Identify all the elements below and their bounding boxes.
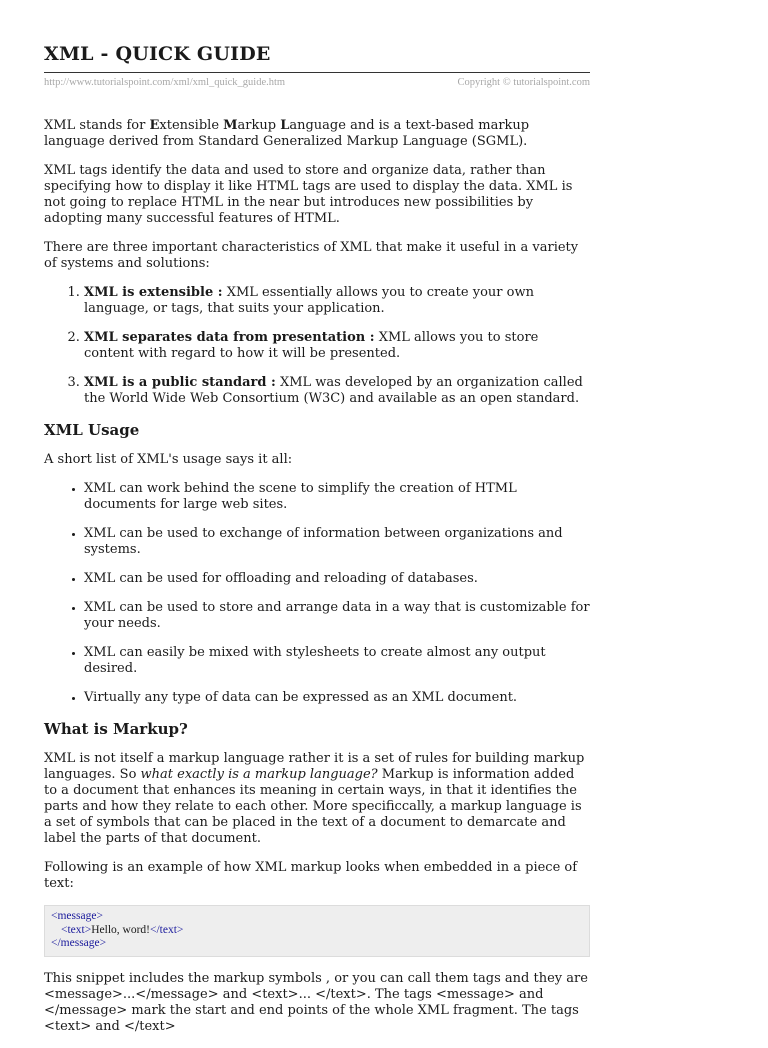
list-item: 3. XML is a public standard : XML was developed by an organization called the World Wide Web Consortium (W3C) and available as an open standard. — [84, 375, 590, 407]
list-item: • XML can work behind the scene to simplify the creation of HTML documents for large web sites. — [84, 481, 590, 513]
usage-list — [44, 481, 590, 706]
list-item: • Virtually any type of data can be expressed as an XML document. — [84, 690, 590, 706]
markup-paragraph-3: This snippet includes the markup symbols , or you can call them tags and they are <message>...</message> and <text>... </text>. The tags <message> and </message> mark the start and end points of the whole XML fragment. The tags <text> and </text> — [44, 970, 588, 1034]
usage-intro: A short list of XML's usage says it all: — [44, 452, 293, 467]
intro-paragraph-3: There are three important characteristics of XML that make it useful in a variety of systems and solutions: — [44, 240, 579, 271]
characteristics-list — [44, 285, 590, 407]
copyright-notice: Copyright © tutorialspoint.com — [457, 77, 590, 88]
document-page — [44, 40, 590, 1048]
code-line: <text>Hello, word!</text> — [61, 923, 184, 936]
intro-paragraph-1: XML stands for Extensible Markup Language and is a text-based markup language derived from Standard Generalized Markup Language (SGML). — [44, 118, 530, 149]
code-line: <message> — [51, 910, 103, 922]
header-rule — [44, 72, 590, 73]
markup-paragraph-2: Following is an example of how XML markup looks when embedded in a piece of text: — [44, 860, 578, 891]
intro-paragraph-2: XML tags identify the data and used to store and organize data, rather than specifying how to display it like HTML tags are used to display the data. XML is not going to replace HTML in the near but introduces new possibilities by adopting many successful features of HTML. — [44, 163, 573, 226]
page-title: XML - QUICK GUIDE — [44, 43, 271, 65]
list-item: • XML can be used for offloading and reloading of databases. — [84, 571, 590, 587]
section-heading-usage: XML Usage — [44, 421, 140, 439]
list-item: • XML can be used to exchange of information between organizations and systems. — [84, 526, 590, 558]
source-url[interactable]: http://www.tutorialspoint.com/xml/xml_quick_guide.htm — [44, 77, 286, 88]
header-meta — [44, 75, 590, 91]
code-block — [44, 905, 590, 957]
section-heading-markup: What is Markup? — [44, 720, 188, 738]
code-line: </message> — [51, 937, 107, 949]
list-item: • XML can easily be mixed with stylesheets to create almost any output desired. — [84, 645, 590, 677]
list-item: 2. XML separates data from presentation : XML allows you to store content with regard to how it will be presented. — [84, 330, 590, 362]
list-item: 1. XML is extensible : XML essentially allows you to create your own language, or tags, that suits your application. — [84, 285, 590, 317]
markup-paragraph-1: XML is not itself a markup language rather it is a set of rules for building markup languages. So what exactly is a markup language? Markup is information added to a document that enhances its meaning in certain ways, in that it identifies the parts and how they relate to each other. More specificcally, a markup language is a set of symbols that can be placed in the text of a document to demarcate and label the parts of that document. — [44, 751, 585, 846]
list-item: • XML can be used to store and arrange data in a way that is customizable for your needs. — [84, 600, 590, 632]
